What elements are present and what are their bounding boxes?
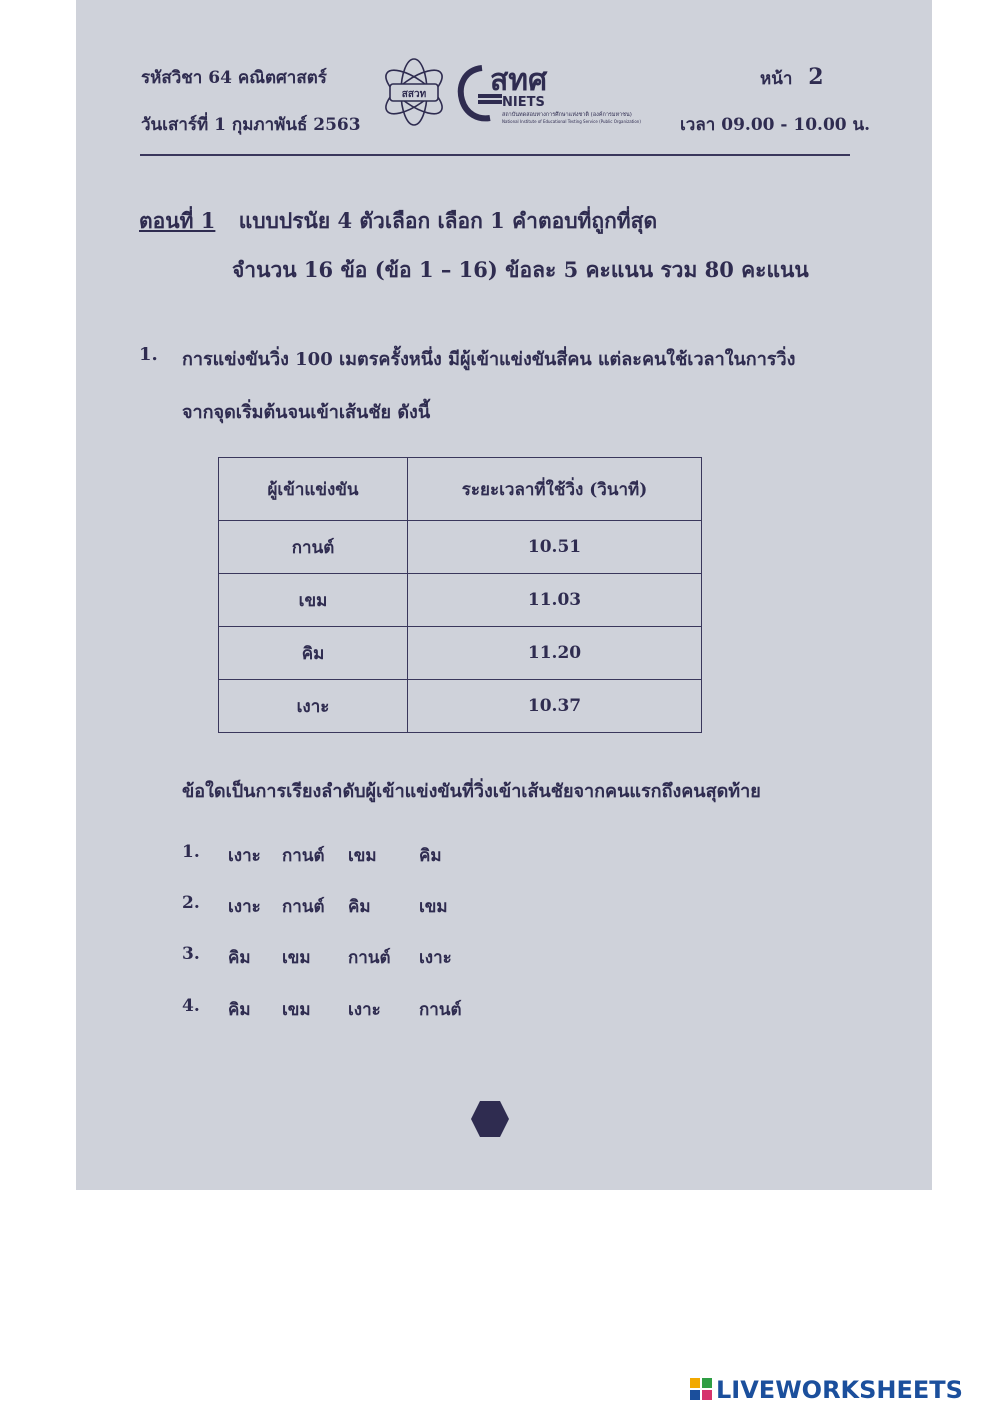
competitor-name: เขม xyxy=(219,574,408,627)
section-instruction: แบบปรนัย 4 ตัวเลือก เลือก 1 คำตอบที่ถูกที่สุด xyxy=(238,208,658,233)
liveworksheets-logo-icon xyxy=(690,1378,712,1400)
option-name: เขม xyxy=(348,846,377,866)
option-name: เงาะ xyxy=(348,1000,381,1020)
section-heading xyxy=(139,205,657,238)
page-label: หน้า xyxy=(760,69,793,89)
option-name: กานต์ xyxy=(348,948,391,968)
header-divider xyxy=(140,154,850,156)
section-part: ตอนที่ 1 xyxy=(139,208,216,233)
option-name: คิม xyxy=(348,897,371,917)
exam-date: วันเสาร์ที่ 1 กุมภาพันธ์ 2563 xyxy=(141,115,361,135)
option-name: เขม xyxy=(282,1000,311,1020)
option-name: เงาะ xyxy=(228,897,261,917)
question-number: 1. xyxy=(139,344,158,365)
competitor-name: กานต์ xyxy=(219,521,408,574)
run-time: 11.03 xyxy=(408,574,702,627)
option-number: 1. xyxy=(182,842,200,862)
competitor-name: คิม xyxy=(219,627,408,680)
option-name: คิม xyxy=(228,1000,251,1020)
column-header: ระยะเวลาที่ใช้วิ่ง (วินาที) xyxy=(408,458,702,521)
table-row xyxy=(219,521,702,574)
table-row xyxy=(219,574,702,627)
option-number: 2. xyxy=(182,893,200,913)
page-number-block xyxy=(760,64,824,92)
competitor-name: เงาะ xyxy=(219,680,408,733)
ipst-logo-icon xyxy=(378,56,450,128)
niets-logo-icon xyxy=(456,56,666,128)
question-line-2: จากจุดเริ่มต้นจนเข้าเส้นชัย ดังนี้ xyxy=(182,402,431,423)
option-name: คิม xyxy=(228,948,251,968)
section-scoring: จำนวน 16 ข้อ (ข้อ 1 – 16) ข้อละ 5 คะแนน รวม 80 คะแนน xyxy=(232,257,809,282)
race-times-table xyxy=(218,457,702,733)
run-time: 10.51 xyxy=(408,521,702,574)
run-time: 11.20 xyxy=(408,627,702,680)
niets-logo-title: สทศ xyxy=(490,63,548,98)
question-prompt: ข้อใดเป็นการเรียงลำดับผู้เข้าแข่งขันที่วิ่งเข้าเส้นชัยจากคนแรกถึงคนสุดท้าย xyxy=(182,781,761,802)
table-header-row xyxy=(219,458,702,521)
exam-time: เวลา 09.00 - 10.00 น. xyxy=(680,115,871,135)
niets-org-en: National Institute of Educational Testing Service (Public Organization) xyxy=(502,119,641,124)
option-name: กานต์ xyxy=(419,1000,462,1020)
column-header: ผู้เข้าแข่งขัน xyxy=(219,458,408,521)
table-row xyxy=(219,680,702,733)
option-name: เขม xyxy=(282,948,311,968)
hexagon-marker-icon xyxy=(470,1100,510,1138)
ipst-logo-text: สสวท xyxy=(401,89,427,100)
liveworksheets-brand[interactable]: LIVEWORKSHEETS xyxy=(716,1376,963,1404)
option-name: เงาะ xyxy=(228,846,261,866)
table-row xyxy=(219,627,702,680)
subject-code: รหัสวิชา 64 คณิตศาสตร์ xyxy=(141,68,327,88)
option-name: เงาะ xyxy=(419,948,452,968)
page-number: 2 xyxy=(808,64,824,90)
option-name: เขม xyxy=(419,897,448,917)
niets-org-th: สถาบันทดสอบทางการศึกษาแห่งชาติ (องค์การมหาชน) xyxy=(502,112,632,118)
question-line-1: การแข่งขันวิ่ง 100 เมตรครั้งหนึ่ง มีผู้เข้าแข่งขันสี่คน แต่ละคนใช้เวลาในการวิ่ง xyxy=(182,349,796,370)
option-number: 4. xyxy=(182,996,200,1016)
run-time: 10.37 xyxy=(408,680,702,733)
option-number: 3. xyxy=(182,944,200,964)
option-name: กานต์ xyxy=(282,897,325,917)
niets-logo-sub: NIETS xyxy=(502,95,545,110)
option-name: คิม xyxy=(419,846,442,866)
option-name: กานต์ xyxy=(282,846,325,866)
